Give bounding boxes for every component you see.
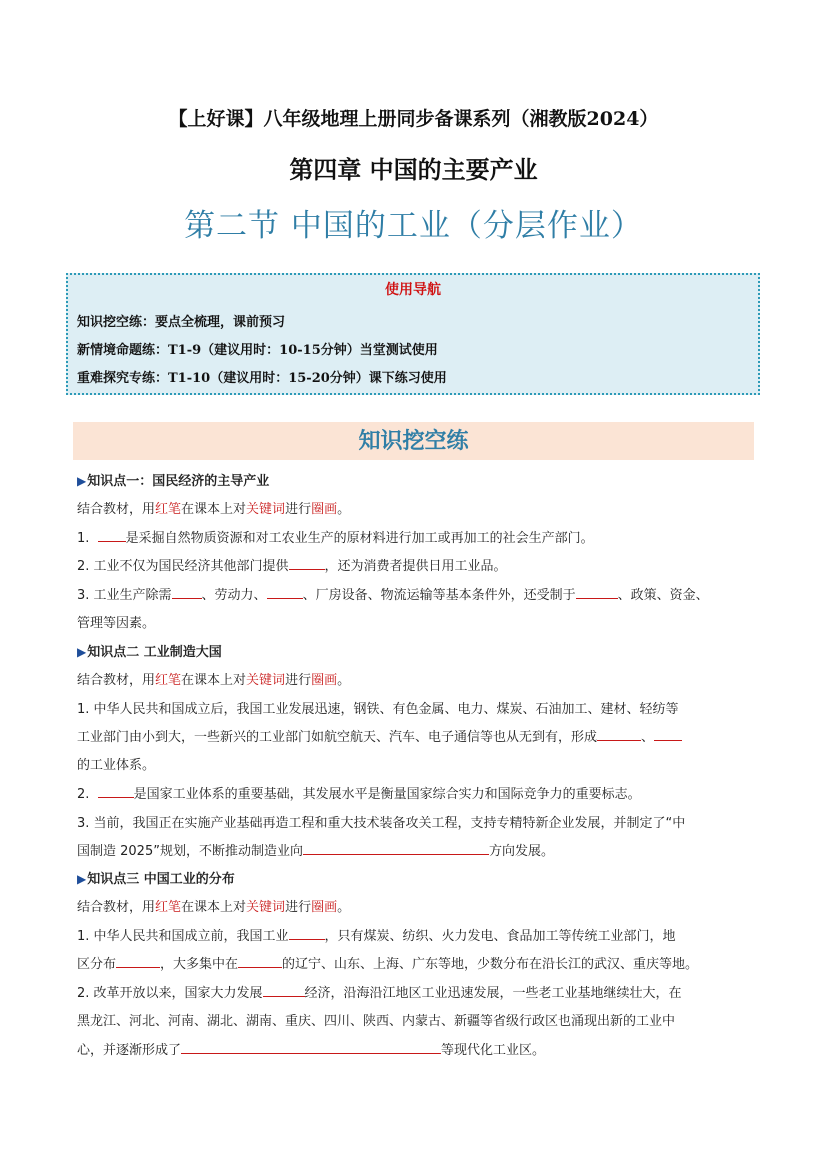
- kp3-q1-line1: 1. 中华人民共和国成立前，我国工业 ，只有煤炭、纺织、火力发电、食品加工等传统工业部门，地: [77, 925, 676, 944]
- kp1-q1: 1. 是采掘自然物质资源和对工农业生产的原材料进行加工或再加工的社会生产部门。: [77, 527, 594, 546]
- kp1-instruction: 结合教材，用红笔在课本上对关键词进行圈画。: [77, 502, 351, 517]
- kp2-q2: 2. 是国家工业体系的重要基础，其发展水平是衡量国家综合实力和国际竞争力的重要标志。: [77, 783, 641, 802]
- blank[interactable]: [263, 983, 305, 997]
- blank[interactable]: [267, 585, 303, 599]
- blank[interactable]: [98, 528, 126, 542]
- kp3-q2-line1: 2. 改革开放以来，国家大力发展 经济，沿海沿江地区工业迅速发展，一些老工业基地继续壮大，在: [77, 982, 682, 1001]
- section-banner: 知识挖空练: [73, 422, 754, 460]
- blank[interactable]: [654, 727, 682, 741]
- blank[interactable]: [181, 1040, 441, 1054]
- guide-title: 使用导航: [385, 282, 441, 298]
- kp2-title: ▶知识点二 工业制造大国: [77, 645, 222, 660]
- section-title: 第二节 中国的工业（分层作业）: [184, 208, 643, 244]
- kp1-q2: 2. 工业不仅为国民经济其他部门提供 ，还为消费者提供日用工业品。: [77, 555, 507, 574]
- kp3-instruction: 结合教材，用红笔在课本上对关键词进行圈画。: [77, 900, 351, 915]
- kp3-q2-line2: 黑龙江、河北、河南、湖北、湖南、重庆、四川、陕西、内蒙古、新疆等省级行政区也涌现出新的工业中: [77, 1014, 676, 1029]
- blank[interactable]: [597, 727, 641, 741]
- triangle-icon: ▶: [77, 872, 87, 886]
- kp2-q1-line2: 工业部门由小到大，一些新兴的工业部门如航空航天、汽车、电子通信等也从无到有，形成 、: [77, 726, 682, 745]
- kp3-q1-line2: 区分布 ，大多集中在 的辽宁、山东、上海、广东等地，少数分布在沿长江的武汉、重庆等地。: [77, 953, 698, 972]
- kp2-instruction: 结合教材，用红笔在课本上对关键词进行圈画。: [77, 673, 351, 688]
- kp2-q3-line1: 3. 当前，我国正在实施产业基础再造工程和重大技术装备攻关工程，支持专精特新企业发展，并制定了“中: [77, 816, 686, 831]
- blank[interactable]: [172, 585, 202, 599]
- usage-guide-box: [66, 273, 760, 395]
- triangle-icon: ▶: [77, 645, 87, 659]
- chapter-title: 第四章 中国的主要产业: [289, 156, 538, 184]
- blank[interactable]: [116, 954, 160, 968]
- blank[interactable]: [98, 784, 134, 798]
- kp2-q3-line2: 国制造 2025”规划，不断推动制造业向 方向发展。: [77, 840, 554, 859]
- series-title: 【上好课】八年级地理上册同步备课系列（湘教版2024）: [168, 108, 659, 130]
- triangle-icon: ▶: [77, 474, 87, 488]
- kp1-q3-cont: 管理等因素。: [77, 616, 156, 631]
- blank[interactable]: [289, 556, 325, 570]
- blank[interactable]: [238, 954, 282, 968]
- kp1-q3: 3. 工业生产除需 、劳动力、 、厂房设备、物流运输等基本条件外，还受制于 、政策、资金、: [77, 584, 709, 603]
- guide-line-1: 知识挖空练：要点全梳理，课前预习: [77, 315, 286, 330]
- kp1-title: ▶知识点一：国民经济的主导产业: [77, 474, 270, 489]
- guide-line-2: 新情境命题练：T1-9（建议用时：10-15分钟）当堂测试使用: [77, 343, 438, 358]
- blank[interactable]: [289, 926, 325, 940]
- blank[interactable]: [303, 841, 489, 855]
- kp3-q2-line3: 心，并逐渐形成了 等现代化工业区。: [77, 1039, 545, 1058]
- guide-line-3: 重难探究专练：T1-10（建议用时：15-20分钟）课下练习使用: [77, 371, 447, 386]
- kp2-q1-line1: 1. 中华人民共和国成立后，我国工业发展迅速，钢铁、有色金属、电力、煤炭、石油加工、建材、轻纺等: [77, 702, 679, 717]
- kp3-title: ▶知识点三 中国工业的分布: [77, 872, 235, 887]
- kp2-q1-line3: 的工业体系。: [77, 758, 156, 773]
- blank[interactable]: [576, 585, 618, 599]
